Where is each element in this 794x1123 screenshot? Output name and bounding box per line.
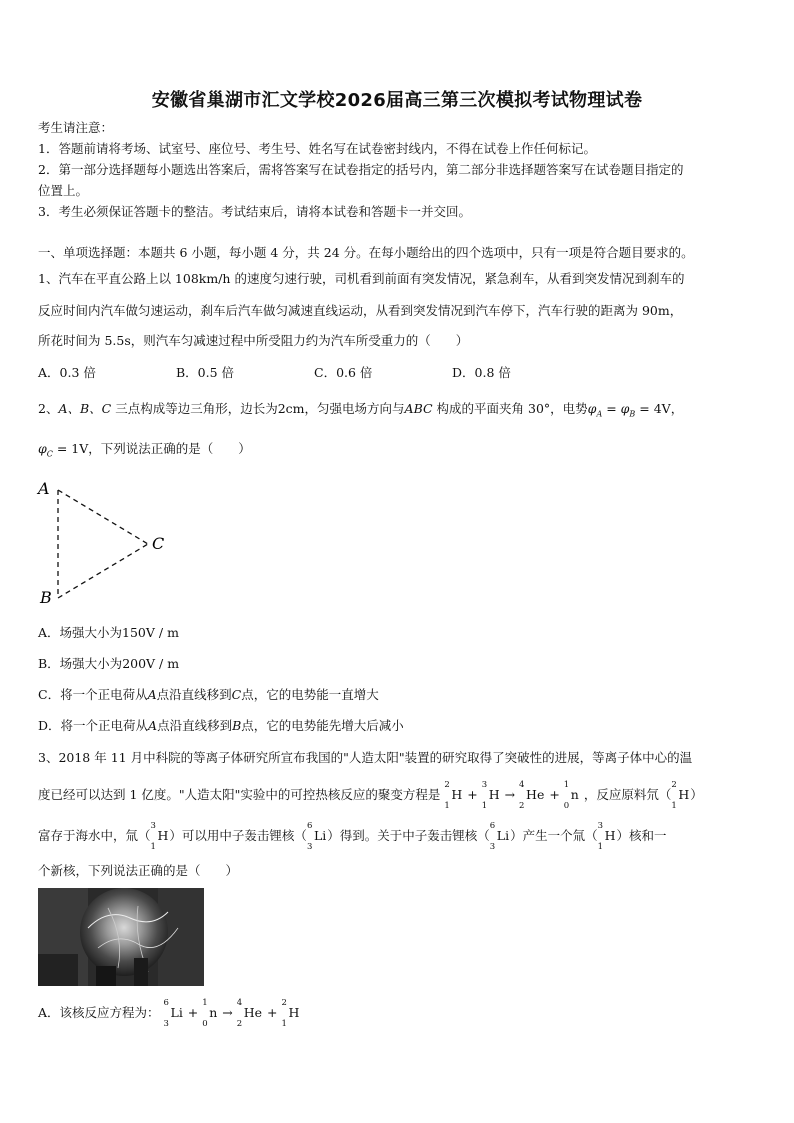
- eq-sign: =: [602, 401, 621, 416]
- phi-b-sub: B: [629, 409, 636, 419]
- label-b: B: [40, 588, 52, 607]
- side-bc: [58, 544, 148, 598]
- q3-text: 富存于海水中，氚（: [38, 828, 151, 843]
- nuclide-li6: 6 3 Li: [163, 998, 183, 1029]
- q3-line-2: [38, 780, 758, 811]
- nuclide-he4: 4 2 He: [236, 998, 263, 1029]
- q3-text: ，反应原料氘（: [583, 787, 672, 802]
- triangle-diagram: [34, 476, 184, 608]
- q1-option-b: B．0.5 倍: [176, 365, 235, 380]
- notice-heading: 考生请注意：: [38, 120, 114, 135]
- phi-c-sub: C: [46, 449, 53, 459]
- nuclide-h2: 2 1 H: [671, 780, 690, 811]
- q1-option-d: D．0.8 倍: [452, 365, 511, 380]
- q2-option-d: [38, 717, 758, 735]
- plasma-photo: [38, 888, 204, 986]
- q1-line-2: 反应时间内汽车做匀速运动，刹车后汽车做匀减速直线运动，从看到突发情况到汽车停下，汽车行驶的距离为 90m，: [38, 303, 683, 318]
- q3-option-a: [38, 998, 758, 1029]
- q3-text: ）得到。关于中子轰击锂核（: [327, 828, 490, 843]
- nuclide-h2: 2 1 H: [444, 780, 463, 811]
- q2-option-c-text: 点沿直线移到: [156, 687, 232, 702]
- q2-option-a: [38, 624, 758, 642]
- q3-text: ）可以用中子轰击锂核（: [169, 828, 307, 843]
- point-c: C: [231, 687, 242, 702]
- q2-option-d-text: D．将一个正电荷从: [38, 718, 149, 733]
- nuclide-h3: 3 1 H: [481, 780, 500, 811]
- q2-option-a-value: 150V / m: [122, 625, 179, 640]
- q1-option-c: C．0.6 倍: [314, 365, 373, 380]
- nuclide-li6: 6 3 Li: [306, 821, 327, 852]
- reaction-equation: 6 3 Li + 1 0 n → 4 2 He + 2 1 H: [163, 998, 300, 1029]
- notice-item-1: 1．答题前请将考场、试室号、座位号、考生号、姓名写在试卷密封线内，不得在试卷上作任何标记。: [38, 141, 596, 156]
- q2-triangle: ABC: [404, 401, 433, 416]
- q3-text: ）产生一个氚（: [510, 828, 598, 843]
- q2-question: ，下列说法正确的是（ ）: [88, 441, 251, 456]
- point-b: B: [232, 718, 242, 733]
- q2-option-c-text: 点，它的电势能一直增大: [241, 687, 379, 702]
- section-heading: 一、单项选择题：本题共 6 小题，每小题 4 分，共 24 分。在每小题给出的四个选项中，只有一项是符合题目要求的。: [38, 245, 694, 260]
- q3-text: ）: [690, 787, 703, 802]
- q2-points: A、B、C: [58, 401, 112, 416]
- q1-line-1: 1、汽车在平直公路上以 108km/h 的速度匀速行驶，司机看到前面有突发情况，紧急刹车，从看到突发情况到刹车的: [38, 271, 685, 286]
- plasma-image: [38, 888, 204, 986]
- q2-text: 构成的平面夹角 30°，电势: [432, 401, 588, 416]
- nuclide-h3: 3 1 H: [597, 821, 616, 852]
- q2-option-d-text: 点沿直线移到: [157, 718, 233, 733]
- label-a: A: [38, 479, 50, 498]
- phi-a-sub: A: [596, 409, 603, 419]
- q2-line-2: [38, 440, 758, 464]
- q2-option-c: [38, 686, 758, 704]
- exam-title: 安徽省巢湖市汇文学校2026届高三第三次模拟考试物理试卷: [151, 90, 643, 111]
- nuclide-n: 1 0 n: [202, 998, 218, 1029]
- q3-line-3: [38, 821, 758, 852]
- phi-a: φ: [587, 401, 597, 416]
- q3-line-4: 个新核，下列说法正确的是（ ）: [38, 863, 239, 878]
- q2-number: 2、: [38, 401, 59, 416]
- label-c: C: [152, 534, 165, 553]
- point-a: A: [148, 718, 158, 733]
- nuclide-he4: 4 2 He: [519, 780, 545, 811]
- nuclide-n: 1 0 n: [563, 780, 579, 811]
- q2-side-length: 2cm: [277, 401, 305, 416]
- q2-option-d-text: 点，它的电势能先增大后减小: [241, 718, 404, 733]
- point-a: A: [147, 687, 157, 702]
- q2-option-b-text: B．场强大小为: [38, 656, 123, 671]
- nuclide-h3: 3 1 H: [150, 821, 169, 852]
- notice-item-2: 2．第一部分选择题每小题选出答案后，需将答案写在试卷指定的括号内，第二部分非选择题答案写在试卷题目指定的: [38, 162, 684, 177]
- notice-item-3: 3．考生必须保证答题卡的整洁。考试结束后，请将本试卷和答题卡一并交回。: [38, 204, 471, 219]
- phi-c-value: = 1V: [52, 441, 89, 456]
- q2-line-1: [38, 400, 758, 424]
- q2-text: 三点构成等边三角形，边长为: [111, 401, 278, 416]
- q2-option-b-value: 200V / m: [122, 656, 180, 671]
- q3-option-a-text: A．该核反应方程为：: [38, 1005, 160, 1020]
- nuclide-h2: 2 1 H: [281, 998, 300, 1029]
- eq-sign: =: [635, 401, 654, 416]
- q3-text: ）核和一: [616, 828, 667, 843]
- side-ac: [58, 490, 148, 544]
- phi-b: φ: [620, 401, 630, 416]
- fusion-equation: 2 1 H + 3 1 H → 4 2 He + 1 0 n: [444, 780, 579, 811]
- q3-line-1: 3、2018 年 11 月中科院的等离子体研究所宣布我国的"人造太阳"装置的研究取得了突破性的进展，等离子体中心的温: [38, 750, 693, 765]
- q2-option-a-text: A．场强大小为: [38, 625, 123, 640]
- q1-option-a: A．0.3 倍: [38, 365, 96, 380]
- phi-c: φ: [38, 441, 47, 456]
- phi-value: 4V: [653, 401, 671, 416]
- q2-text: ，匀强电场方向与: [304, 401, 405, 416]
- q1-line-3: 所花时间为 5.5s，则汽车匀减速过程中所受阻力约为汽车所受重力的（ ）: [38, 333, 469, 348]
- q3-text: 度已经可以达到 1 亿度。"人造太阳"实验中的可控热核反应的聚变方程是: [38, 787, 441, 802]
- notice-item-2-cont: 位置上。: [38, 183, 89, 198]
- nuclide-li6: 6 3 Li: [489, 821, 510, 852]
- comma: ，: [670, 401, 684, 416]
- q2-option-c-text: C．将一个正电荷从: [38, 687, 148, 702]
- q2-option-b: [38, 655, 758, 673]
